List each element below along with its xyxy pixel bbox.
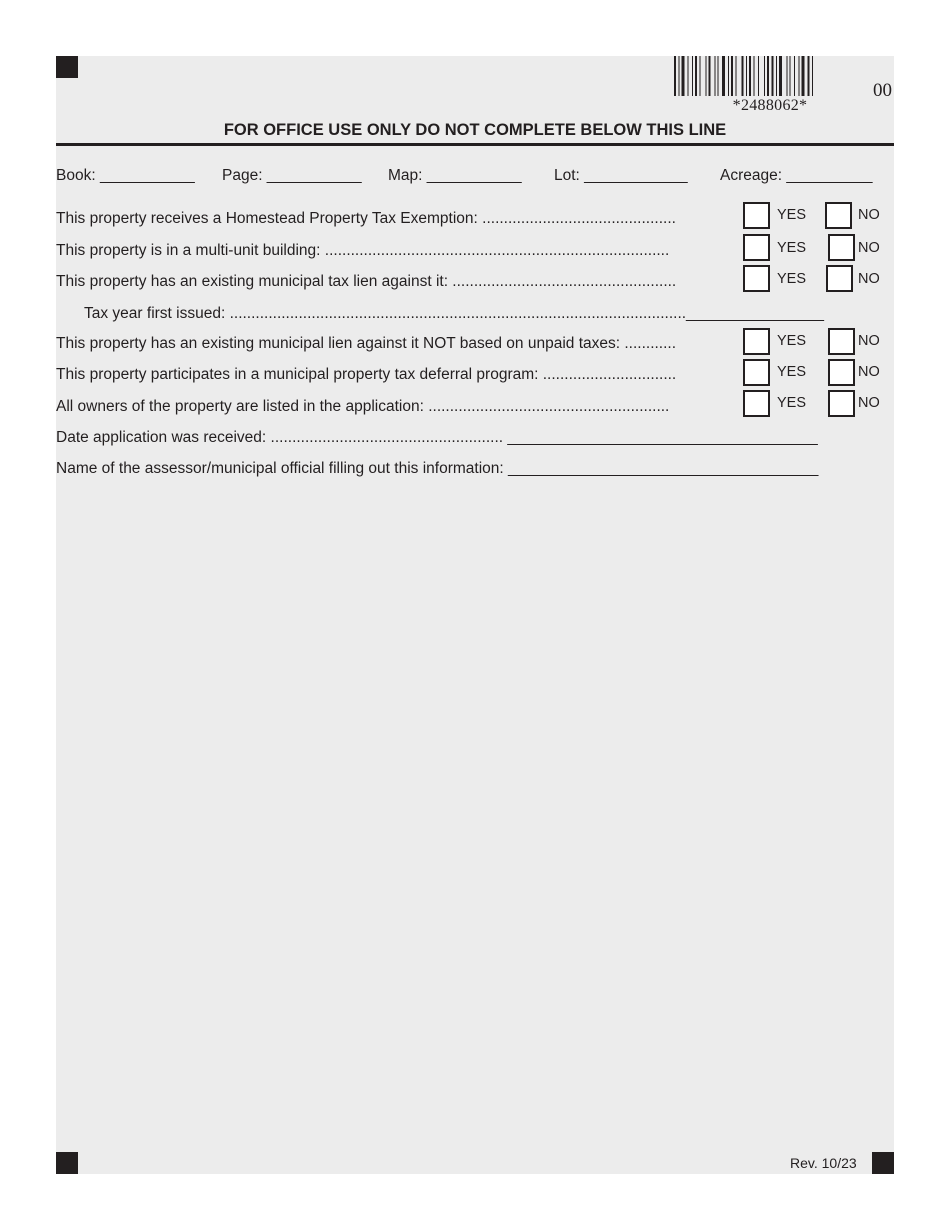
header-rule: [56, 143, 894, 146]
all-owners-yes-checkbox[interactable]: [743, 390, 770, 417]
barcode-bar: [731, 56, 733, 96]
yes-label: YES: [777, 271, 807, 287]
barcode-bar: [808, 56, 810, 96]
yes-label: YES: [777, 395, 807, 411]
tax-year-first-issued-field[interactable]: Tax year first issued: ..........................................................................................................________________: [84, 305, 824, 322]
yes-label: YES: [777, 207, 807, 223]
non-tax-lien-no-checkbox[interactable]: [828, 328, 855, 355]
barcode-number: *2488062*: [732, 97, 808, 114]
barcode-bar: [767, 56, 769, 96]
tax-deferral-yes-checkbox[interactable]: [743, 359, 770, 386]
tax-lien-no-checkbox[interactable]: [826, 265, 853, 292]
revision-label: Rev. 10/23: [790, 1155, 857, 1171]
yes-label: YES: [777, 240, 807, 256]
non-tax-lien-yes-checkbox[interactable]: [743, 328, 770, 355]
question-multi-unit: This property is in a multi-unit building: ................................................................................: [56, 242, 670, 259]
no-label: NO: [858, 395, 880, 411]
barcode-bar: [709, 56, 711, 96]
barcode-bar: [688, 56, 689, 96]
barcode-bar: [794, 56, 795, 96]
barcode-bar: [754, 56, 755, 96]
barcode-bar: [700, 56, 701, 96]
no-label: NO: [858, 271, 880, 287]
yes-label: YES: [777, 333, 807, 349]
barcode-bar: [736, 56, 737, 96]
barcode-bar: [706, 56, 707, 96]
no-label: NO: [858, 333, 880, 349]
barcode-bar: [749, 56, 751, 96]
no-label: NO: [858, 240, 880, 256]
multi-unit-no-checkbox[interactable]: [828, 234, 855, 261]
barcode-bar: [779, 56, 782, 96]
lot-field[interactable]: Lot: ____________: [554, 167, 688, 184]
official-name-field[interactable]: Name of the assessor/municipal official filling out this information: ____________________________________: [56, 460, 819, 477]
question-all-owners-listed: All owners of the property are listed in the application: ........................................................: [56, 398, 670, 415]
barcode-bar: [695, 56, 697, 96]
multi-unit-yes-checkbox[interactable]: [743, 234, 770, 261]
barcode-bar: [764, 56, 765, 96]
homestead-yes-checkbox[interactable]: [743, 202, 770, 229]
barcode-suffix: 00: [873, 80, 892, 101]
registration-mark-bottom-right: [872, 1152, 894, 1174]
question-tax-lien: This property has an existing municipal tax lien against it: ....................................................: [56, 273, 677, 290]
barcode-bar: [692, 56, 693, 96]
barcode-bar: [772, 56, 774, 96]
registration-mark-bottom-left: [56, 1152, 78, 1174]
homestead-no-checkbox[interactable]: [825, 202, 852, 229]
barcode-bar: [728, 56, 729, 96]
barcode: [674, 56, 866, 96]
yes-label: YES: [777, 364, 807, 380]
barcode-bar: [746, 56, 747, 96]
no-label: NO: [858, 364, 880, 380]
barcode-bar: [787, 56, 788, 96]
office-use-title: FOR OFFICE USE ONLY DO NOT COMPLETE BELOW THIS LINE: [223, 121, 727, 139]
barcode-bar: [790, 56, 791, 96]
no-label: NO: [858, 207, 880, 223]
barcode-bar: [776, 56, 777, 96]
page-field[interactable]: Page: ___________: [222, 167, 362, 184]
barcode-bar: [679, 56, 680, 96]
barcode-bar: [674, 56, 676, 96]
map-field[interactable]: Map: ___________: [388, 167, 522, 184]
barcode-bar: [715, 56, 716, 96]
question-non-tax-lien: This property has an existing municipal lien against it NOT based on unpaid taxes: ............: [56, 335, 677, 352]
book-field[interactable]: Book: ___________: [56, 167, 195, 184]
barcode-bar: [722, 56, 725, 96]
barcode-bar: [802, 56, 805, 96]
barcode-bar: [742, 56, 744, 96]
barcode-bar: [799, 56, 800, 96]
barcode-bar: [758, 56, 759, 96]
barcode-bar: [682, 56, 685, 96]
barcode-bar: [812, 56, 813, 96]
tax-lien-yes-checkbox[interactable]: [743, 265, 770, 292]
date-application-received-field[interactable]: Date application was received: ...................................................... ____________________________________: [56, 429, 818, 446]
question-homestead-exemption: This property receives a Homestead Property Tax Exemption: .............................................: [56, 210, 676, 227]
question-tax-deferral: This property participates in a municipal property tax deferral program: ...............................: [56, 366, 677, 383]
registration-mark-top-left: [56, 56, 78, 78]
all-owners-no-checkbox[interactable]: [828, 390, 855, 417]
tax-deferral-no-checkbox[interactable]: [828, 359, 855, 386]
barcode-bar: [718, 56, 719, 96]
acreage-field[interactable]: Acreage: __________: [720, 167, 873, 184]
